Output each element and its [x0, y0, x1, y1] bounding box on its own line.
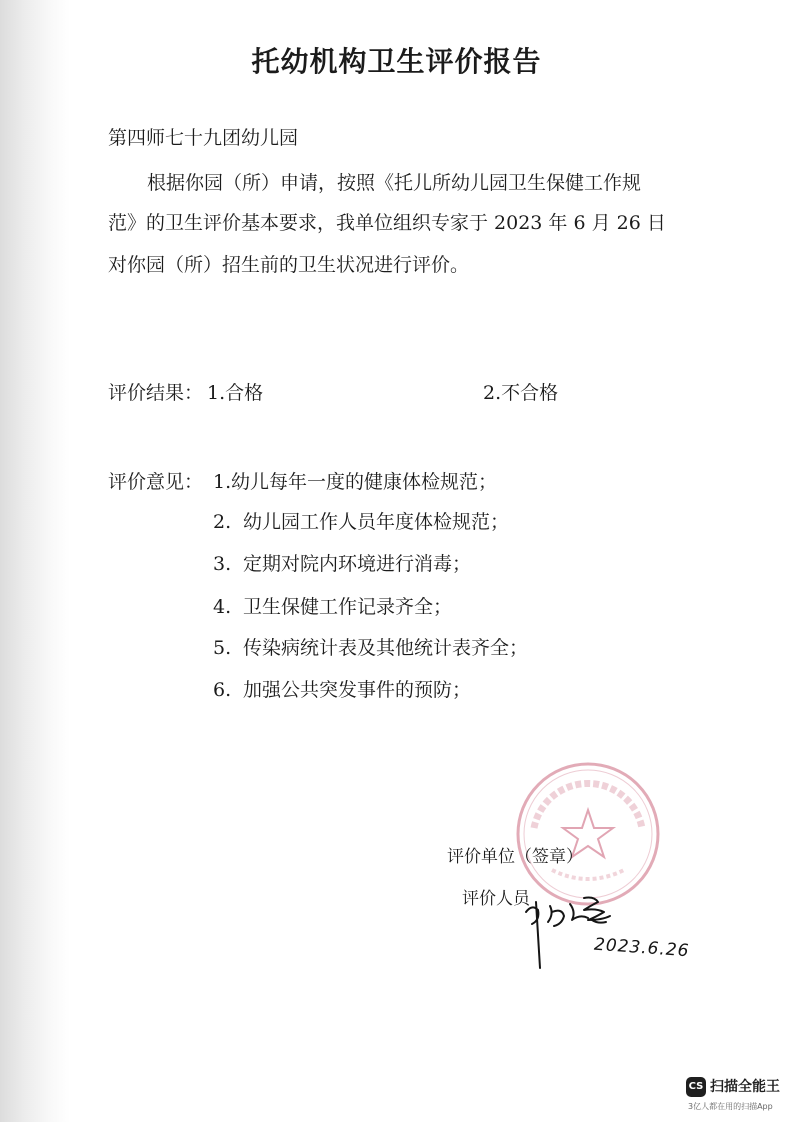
body-line-3: 对你园（所）招生前的卫生状况进行评价。 [108, 254, 470, 276]
opinion-item-text: 幼儿每年一度的健康体检规范； [231, 471, 498, 493]
body-line-1: 根据你园（所）申请，按照《托儿所幼儿园卫生保健工作规 [147, 172, 642, 194]
recipient-name: 第四师七十九团幼儿园 [108, 127, 299, 149]
official-seal-icon [512, 758, 664, 910]
handwritten-signature [518, 890, 638, 970]
opinion-item-number: 5. [213, 637, 232, 659]
opinion-item-number: 4. [213, 596, 232, 618]
camscanner-logo-icon: CS [686, 1077, 706, 1097]
watermark-tagline: 3亿人都在用的扫描App [688, 1102, 773, 1111]
result-label: 评价结果： [108, 382, 204, 404]
opinion-item-text: 卫生保健工作记录齐全； [243, 596, 453, 618]
body-line-2: 范》的卫生评价基本要求，我单位组织专家于 2023 年 6 月 26 日 [108, 212, 666, 234]
opinion-item-text: 幼儿园工作人员年度体检规范； [243, 511, 510, 533]
document-title: 托幼机构卫生评价报告 [251, 45, 542, 78]
opinion-item-number: 3. [213, 553, 232, 575]
evaluator-label: 评价人员 [462, 889, 530, 909]
opinion-item-text: 传染病统计表及其他统计表齐全； [243, 637, 529, 659]
opinion-item-number: 1. [213, 471, 232, 493]
evaluation-unit-label: 评价单位（签章） [447, 847, 583, 867]
result-option-fail: 2.不合格 [483, 382, 559, 404]
opinion-item-text: 加强公共突发事件的预防； [243, 679, 472, 701]
scan-edge-shadow [0, 0, 70, 1122]
opinion-item-number: 2. [213, 511, 232, 533]
handwritten-date: 2023.6.26 [593, 934, 691, 962]
result-option-pass: 1.合格 [207, 382, 264, 404]
opinion-item-number: 6. [213, 679, 232, 701]
watermark-brand: 扫描全能王 [710, 1079, 780, 1095]
opinion-item-text: 定期对院内环境进行消毒； [243, 553, 472, 575]
opinion-label: 评价意见： [108, 471, 204, 493]
